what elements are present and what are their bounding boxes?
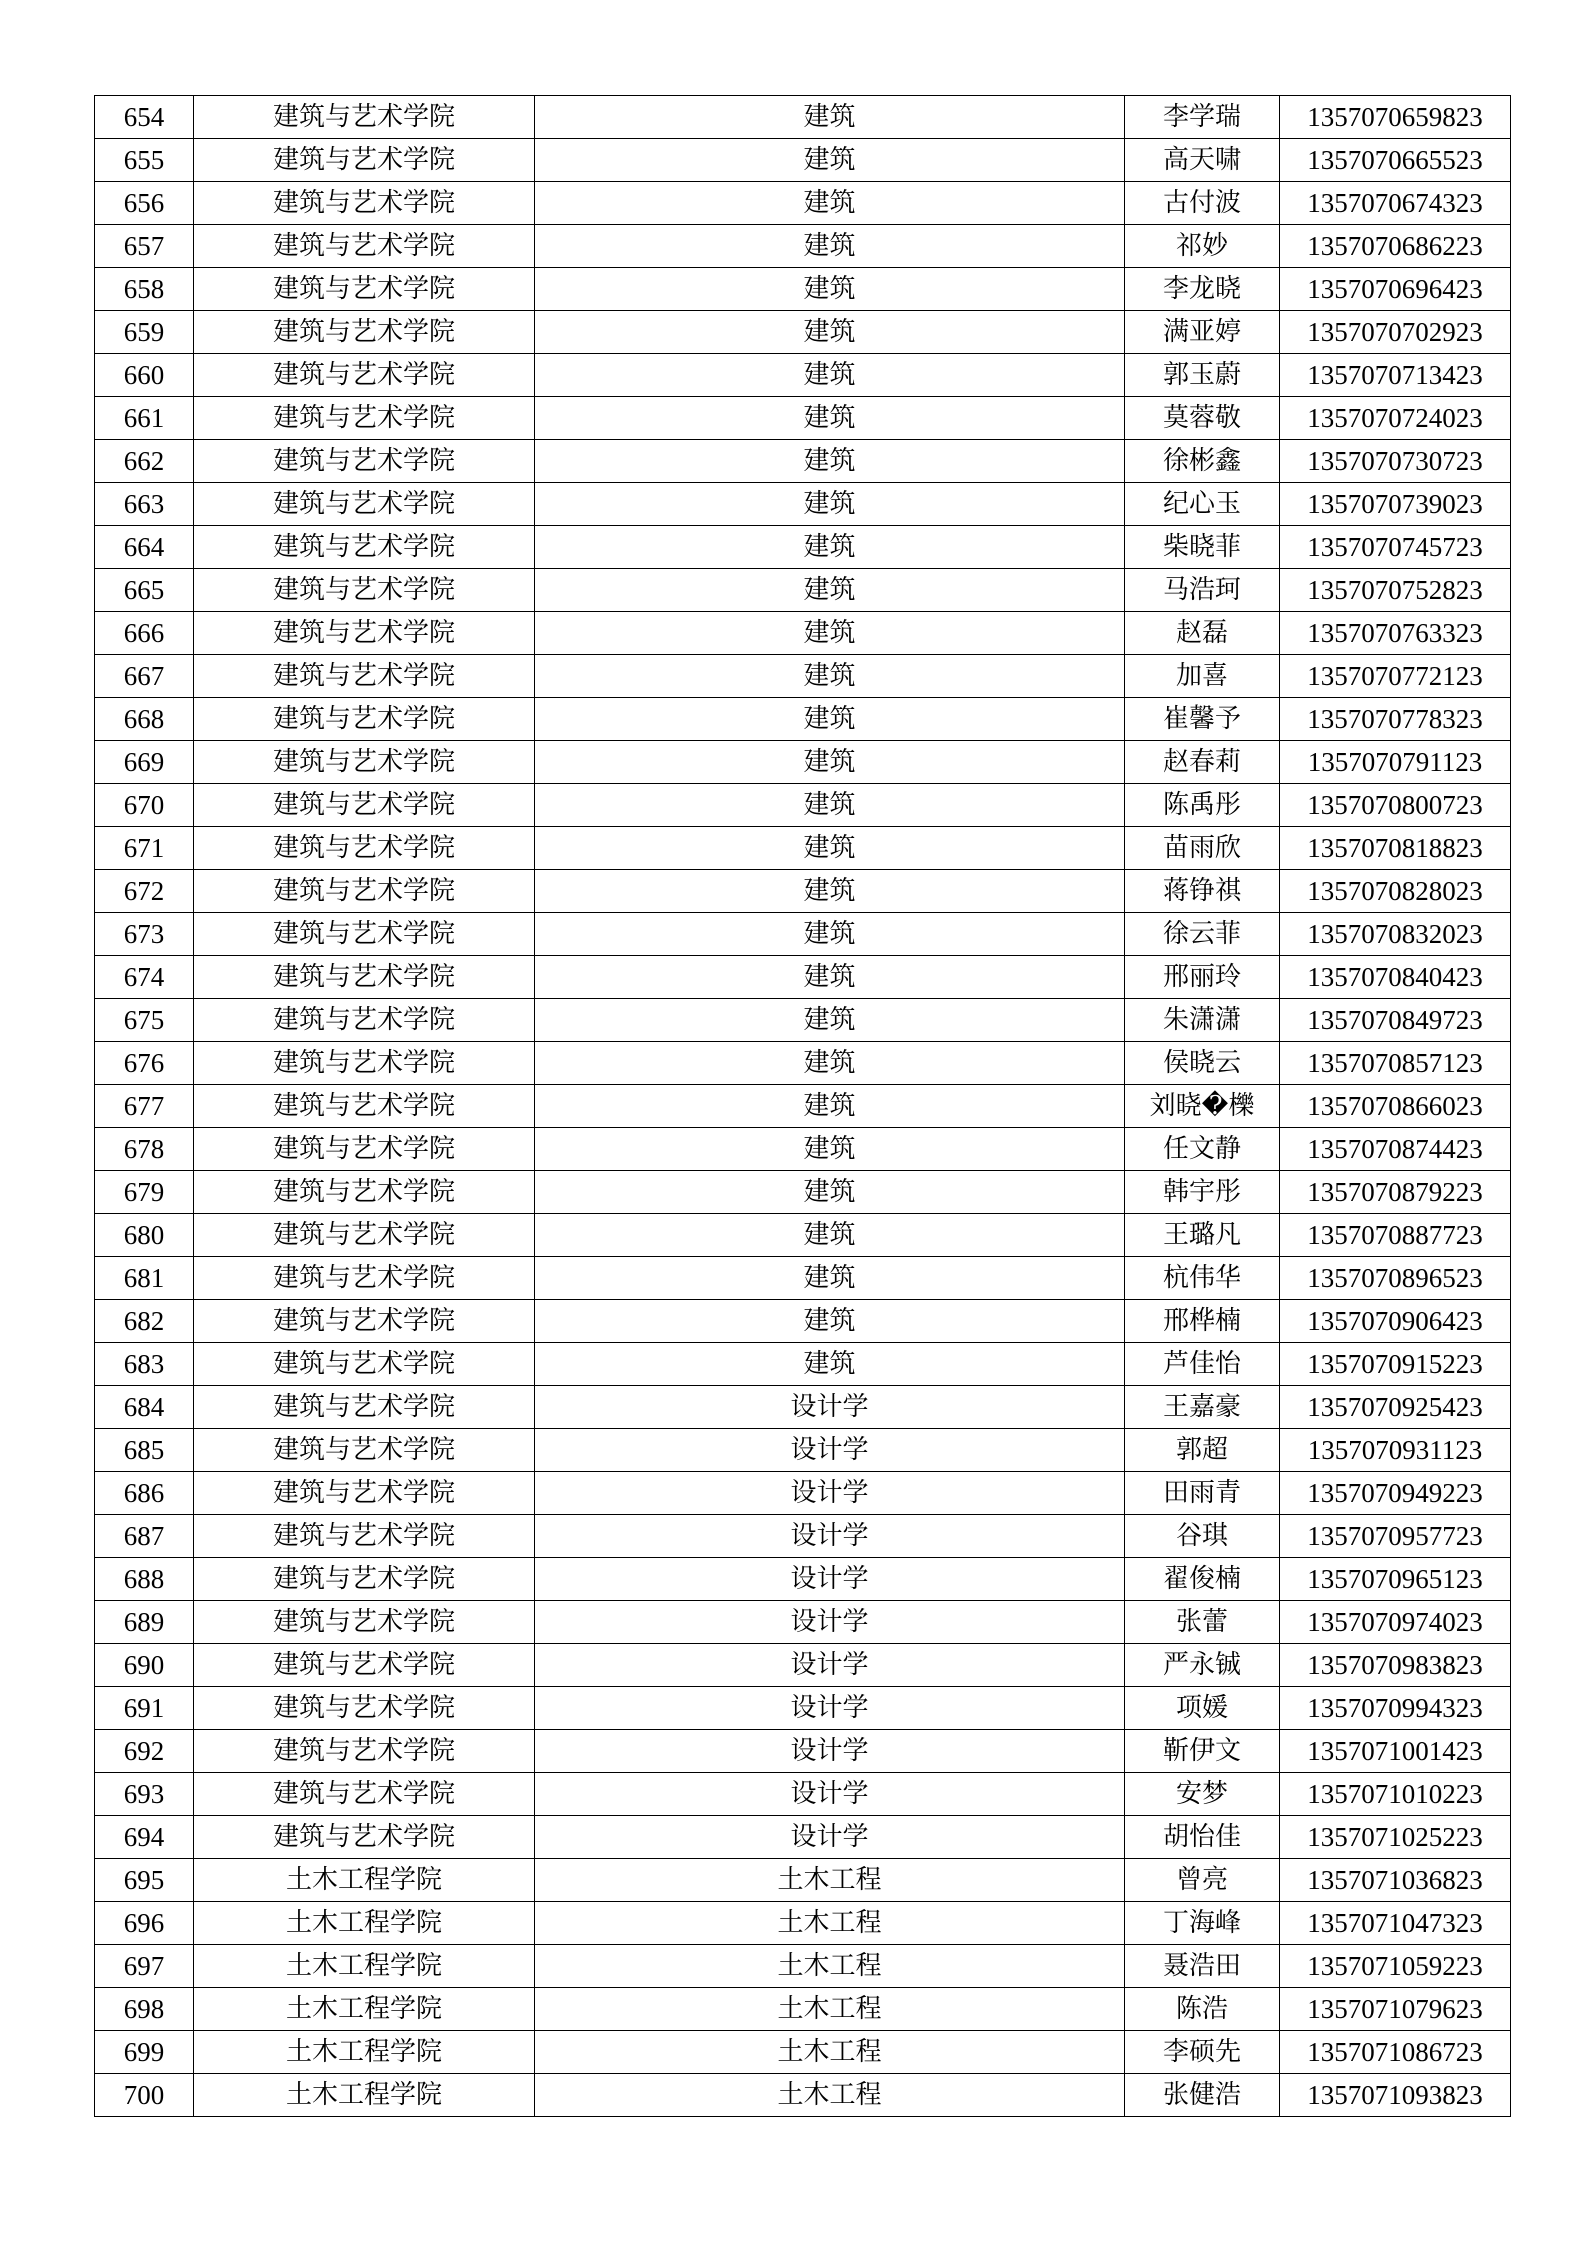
major-cell: 设计学 bbox=[535, 1429, 1125, 1472]
row-number-cell: 660 bbox=[95, 354, 194, 397]
student-id-cell: 1357070874423 bbox=[1280, 1128, 1511, 1171]
row-number-cell: 659 bbox=[95, 311, 194, 354]
college-cell: 建筑与艺术学院 bbox=[194, 1472, 535, 1515]
student-id-cell: 1357070791123 bbox=[1280, 741, 1511, 784]
student-id-cell: 1357070915223 bbox=[1280, 1343, 1511, 1386]
student-id-cell: 1357070686223 bbox=[1280, 225, 1511, 268]
student-name-cell: 徐彬鑫 bbox=[1125, 440, 1280, 483]
row-number-cell: 671 bbox=[95, 827, 194, 870]
row-number-cell: 676 bbox=[95, 1042, 194, 1085]
table-row bbox=[95, 1386, 1511, 1429]
college-cell: 建筑与艺术学院 bbox=[194, 526, 535, 569]
table-row bbox=[95, 1859, 1511, 1902]
student-name-cell: 赵磊 bbox=[1125, 612, 1280, 655]
college-cell: 建筑与艺术学院 bbox=[194, 569, 535, 612]
student-id-cell: 1357071001423 bbox=[1280, 1730, 1511, 1773]
student-id-cell: 1357070832023 bbox=[1280, 913, 1511, 956]
student-name-cell: 高天啸 bbox=[1125, 139, 1280, 182]
row-number-cell: 674 bbox=[95, 956, 194, 999]
table-row bbox=[95, 655, 1511, 698]
student-id-cell: 1357070840423 bbox=[1280, 956, 1511, 999]
college-cell: 建筑与艺术学院 bbox=[194, 1515, 535, 1558]
row-number-cell: 665 bbox=[95, 569, 194, 612]
major-cell: 建筑 bbox=[535, 741, 1125, 784]
college-cell: 建筑与艺术学院 bbox=[194, 956, 535, 999]
table-row bbox=[95, 1515, 1511, 1558]
table-row bbox=[95, 1085, 1511, 1128]
student-name-cell: 苗雨欣 bbox=[1125, 827, 1280, 870]
table-row bbox=[95, 311, 1511, 354]
table-row bbox=[95, 1988, 1511, 2031]
row-number-cell: 677 bbox=[95, 1085, 194, 1128]
college-cell: 建筑与艺术学院 bbox=[194, 1429, 535, 1472]
major-cell: 建筑 bbox=[535, 1343, 1125, 1386]
student-name-cell: 李龙晓 bbox=[1125, 268, 1280, 311]
college-cell: 建筑与艺术学院 bbox=[194, 397, 535, 440]
student-id-cell: 1357071025223 bbox=[1280, 1816, 1511, 1859]
table-row bbox=[95, 1128, 1511, 1171]
college-cell: 建筑与艺术学院 bbox=[194, 1730, 535, 1773]
major-cell: 设计学 bbox=[535, 1730, 1125, 1773]
major-cell: 建筑 bbox=[535, 311, 1125, 354]
row-number-cell: 692 bbox=[95, 1730, 194, 1773]
row-number-cell: 691 bbox=[95, 1687, 194, 1730]
major-cell: 设计学 bbox=[535, 1773, 1125, 1816]
student-name-cell: 古付波 bbox=[1125, 182, 1280, 225]
college-cell: 建筑与艺术学院 bbox=[194, 1300, 535, 1343]
row-number-cell: 684 bbox=[95, 1386, 194, 1429]
table-row bbox=[95, 827, 1511, 870]
row-number-cell: 668 bbox=[95, 698, 194, 741]
student-id-cell: 1357071086723 bbox=[1280, 2031, 1511, 2074]
table-row bbox=[95, 1472, 1511, 1515]
college-cell: 建筑与艺术学院 bbox=[194, 741, 535, 784]
college-cell: 建筑与艺术学院 bbox=[194, 999, 535, 1042]
college-cell: 建筑与艺术学院 bbox=[194, 139, 535, 182]
student-name-cell: 邢桦楠 bbox=[1125, 1300, 1280, 1343]
student-name-cell: 丁海峰 bbox=[1125, 1902, 1280, 1945]
student-id-cell: 1357070674323 bbox=[1280, 182, 1511, 225]
major-cell: 建筑 bbox=[535, 268, 1125, 311]
major-cell: 建筑 bbox=[535, 354, 1125, 397]
row-number-cell: 697 bbox=[95, 1945, 194, 1988]
college-cell: 土木工程学院 bbox=[194, 1988, 535, 2031]
major-cell: 建筑 bbox=[535, 569, 1125, 612]
table-row bbox=[95, 612, 1511, 655]
table-row bbox=[95, 1042, 1511, 1085]
row-number-cell: 672 bbox=[95, 870, 194, 913]
student-id-cell: 1357070713423 bbox=[1280, 354, 1511, 397]
student-name-cell: 徐云菲 bbox=[1125, 913, 1280, 956]
student-id-cell: 1357070906423 bbox=[1280, 1300, 1511, 1343]
table-row bbox=[95, 397, 1511, 440]
student-name-cell: 张健浩 bbox=[1125, 2074, 1280, 2117]
roster-body bbox=[95, 96, 1511, 2117]
student-id-cell: 1357070949223 bbox=[1280, 1472, 1511, 1515]
student-id-cell: 1357070752823 bbox=[1280, 569, 1511, 612]
table-row bbox=[95, 1257, 1511, 1300]
college-cell: 建筑与艺术学院 bbox=[194, 612, 535, 655]
table-row bbox=[95, 1343, 1511, 1386]
student-name-cell: 张蕾 bbox=[1125, 1601, 1280, 1644]
student-id-cell: 1357070866023 bbox=[1280, 1085, 1511, 1128]
row-number-cell: 699 bbox=[95, 2031, 194, 2074]
roster-sheet bbox=[94, 95, 1511, 2117]
row-number-cell: 686 bbox=[95, 1472, 194, 1515]
college-cell: 建筑与艺术学院 bbox=[194, 311, 535, 354]
major-cell: 建筑 bbox=[535, 139, 1125, 182]
major-cell: 建筑 bbox=[535, 440, 1125, 483]
student-name-cell: 李硕先 bbox=[1125, 2031, 1280, 2074]
table-row bbox=[95, 1902, 1511, 1945]
major-cell: 建筑 bbox=[535, 1300, 1125, 1343]
student-name-cell: 马浩珂 bbox=[1125, 569, 1280, 612]
table-row bbox=[95, 1300, 1511, 1343]
student-id-cell: 1357070800723 bbox=[1280, 784, 1511, 827]
college-cell: 建筑与艺术学院 bbox=[194, 440, 535, 483]
student-name-cell: 项媛 bbox=[1125, 1687, 1280, 1730]
college-cell: 建筑与艺术学院 bbox=[194, 870, 535, 913]
student-id-cell: 1357070925423 bbox=[1280, 1386, 1511, 1429]
table-row bbox=[95, 225, 1511, 268]
major-cell: 建筑 bbox=[535, 784, 1125, 827]
major-cell: 设计学 bbox=[535, 1386, 1125, 1429]
row-number-cell: 657 bbox=[95, 225, 194, 268]
student-name-cell: 严永铖 bbox=[1125, 1644, 1280, 1687]
table-row bbox=[95, 182, 1511, 225]
major-cell: 建筑 bbox=[535, 913, 1125, 956]
student-id-cell: 1357071059223 bbox=[1280, 1945, 1511, 1988]
student-id-cell: 1357071047323 bbox=[1280, 1902, 1511, 1945]
table-row bbox=[95, 440, 1511, 483]
row-number-cell: 683 bbox=[95, 1343, 194, 1386]
student-id-cell: 1357070879223 bbox=[1280, 1171, 1511, 1214]
table-row bbox=[95, 1214, 1511, 1257]
student-id-cell: 1357071079623 bbox=[1280, 1988, 1511, 2031]
college-cell: 建筑与艺术学院 bbox=[194, 182, 535, 225]
row-number-cell: 662 bbox=[95, 440, 194, 483]
table-row bbox=[95, 139, 1511, 182]
major-cell: 设计学 bbox=[535, 1687, 1125, 1730]
table-row bbox=[95, 1687, 1511, 1730]
college-cell: 土木工程学院 bbox=[194, 1859, 535, 1902]
table-row bbox=[95, 698, 1511, 741]
college-cell: 建筑与艺术学院 bbox=[194, 225, 535, 268]
major-cell: 建筑 bbox=[535, 1214, 1125, 1257]
college-cell: 建筑与艺术学院 bbox=[194, 1257, 535, 1300]
major-cell: 设计学 bbox=[535, 1644, 1125, 1687]
college-cell: 建筑与艺术学院 bbox=[194, 354, 535, 397]
major-cell: 建筑 bbox=[535, 1257, 1125, 1300]
student-name-cell: 郭玉蔚 bbox=[1125, 354, 1280, 397]
college-cell: 建筑与艺术学院 bbox=[194, 1214, 535, 1257]
student-id-cell: 1357070763323 bbox=[1280, 612, 1511, 655]
major-cell: 建筑 bbox=[535, 1171, 1125, 1214]
major-cell: 建筑 bbox=[535, 999, 1125, 1042]
student-name-cell: 王璐凡 bbox=[1125, 1214, 1280, 1257]
student-roster-table bbox=[94, 95, 1511, 2117]
table-row bbox=[95, 999, 1511, 1042]
major-cell: 土木工程 bbox=[535, 1988, 1125, 2031]
student-id-cell: 1357070778323 bbox=[1280, 698, 1511, 741]
row-number-cell: 690 bbox=[95, 1644, 194, 1687]
row-number-cell: 664 bbox=[95, 526, 194, 569]
major-cell: 建筑 bbox=[535, 956, 1125, 999]
student-name-cell: 曾亮 bbox=[1125, 1859, 1280, 1902]
college-cell: 建筑与艺术学院 bbox=[194, 1644, 535, 1687]
student-name-cell: 芦佳怡 bbox=[1125, 1343, 1280, 1386]
student-name-cell: 翟俊楠 bbox=[1125, 1558, 1280, 1601]
row-number-cell: 693 bbox=[95, 1773, 194, 1816]
table-row bbox=[95, 96, 1511, 139]
college-cell: 建筑与艺术学院 bbox=[194, 1773, 535, 1816]
student-name-cell: 纪心玉 bbox=[1125, 483, 1280, 526]
row-number-cell: 689 bbox=[95, 1601, 194, 1644]
major-cell: 建筑 bbox=[535, 526, 1125, 569]
college-cell: 建筑与艺术学院 bbox=[194, 1085, 535, 1128]
student-id-cell: 1357070849723 bbox=[1280, 999, 1511, 1042]
major-cell: 土木工程 bbox=[535, 1945, 1125, 1988]
student-name-cell: 安梦 bbox=[1125, 1773, 1280, 1816]
major-cell: 建筑 bbox=[535, 1085, 1125, 1128]
student-name-cell: 王嘉豪 bbox=[1125, 1386, 1280, 1429]
student-id-cell: 1357070702923 bbox=[1280, 311, 1511, 354]
student-id-cell: 1357070957723 bbox=[1280, 1515, 1511, 1558]
row-number-cell: 663 bbox=[95, 483, 194, 526]
student-name-cell: 朱潇潇 bbox=[1125, 999, 1280, 1042]
row-number-cell: 669 bbox=[95, 741, 194, 784]
table-row bbox=[95, 741, 1511, 784]
student-id-cell: 1357070696423 bbox=[1280, 268, 1511, 311]
row-number-cell: 685 bbox=[95, 1429, 194, 1472]
student-id-cell: 1357070983823 bbox=[1280, 1644, 1511, 1687]
major-cell: 土木工程 bbox=[535, 1859, 1125, 1902]
student-name-cell: 柴晓菲 bbox=[1125, 526, 1280, 569]
row-number-cell: 698 bbox=[95, 1988, 194, 2031]
college-cell: 建筑与艺术学院 bbox=[194, 1343, 535, 1386]
student-id-cell: 1357070659823 bbox=[1280, 96, 1511, 139]
table-row bbox=[95, 913, 1511, 956]
major-cell: 土木工程 bbox=[535, 2031, 1125, 2074]
student-name-cell: 聂浩田 bbox=[1125, 1945, 1280, 1988]
table-row bbox=[95, 1773, 1511, 1816]
table-row bbox=[95, 2031, 1511, 2074]
college-cell: 建筑与艺术学院 bbox=[194, 1128, 535, 1171]
major-cell: 建筑 bbox=[535, 1042, 1125, 1085]
table-row bbox=[95, 1601, 1511, 1644]
student-name-cell: 加喜 bbox=[1125, 655, 1280, 698]
college-cell: 建筑与艺术学院 bbox=[194, 1601, 535, 1644]
college-cell: 建筑与艺术学院 bbox=[194, 827, 535, 870]
college-cell: 建筑与艺术学院 bbox=[194, 1386, 535, 1429]
college-cell: 建筑与艺术学院 bbox=[194, 268, 535, 311]
student-id-cell: 1357070772123 bbox=[1280, 655, 1511, 698]
row-number-cell: 656 bbox=[95, 182, 194, 225]
student-id-cell: 1357070818823 bbox=[1280, 827, 1511, 870]
student-id-cell: 1357070828023 bbox=[1280, 870, 1511, 913]
student-name-cell: 谷琪 bbox=[1125, 1515, 1280, 1558]
college-cell: 建筑与艺术学院 bbox=[194, 698, 535, 741]
student-id-cell: 1357071093823 bbox=[1280, 2074, 1511, 2117]
table-row bbox=[95, 526, 1511, 569]
major-cell: 土木工程 bbox=[535, 1902, 1125, 1945]
student-id-cell: 1357070745723 bbox=[1280, 526, 1511, 569]
row-number-cell: 666 bbox=[95, 612, 194, 655]
college-cell: 建筑与艺术学院 bbox=[194, 1042, 535, 1085]
table-row bbox=[95, 2074, 1511, 2117]
major-cell: 设计学 bbox=[535, 1472, 1125, 1515]
major-cell: 建筑 bbox=[535, 1128, 1125, 1171]
table-row bbox=[95, 1945, 1511, 1988]
major-cell: 建筑 bbox=[535, 483, 1125, 526]
college-cell: 建筑与艺术学院 bbox=[194, 1816, 535, 1859]
major-cell: 建筑 bbox=[535, 225, 1125, 268]
student-name-cell: 陈浩 bbox=[1125, 1988, 1280, 2031]
table-row bbox=[95, 1171, 1511, 1214]
college-cell: 土木工程学院 bbox=[194, 1902, 535, 1945]
student-id-cell: 1357070931123 bbox=[1280, 1429, 1511, 1472]
student-name-cell: 蒋铮祺 bbox=[1125, 870, 1280, 913]
student-id-cell: 1357070724023 bbox=[1280, 397, 1511, 440]
student-name-cell: 韩宇彤 bbox=[1125, 1171, 1280, 1214]
college-cell: 建筑与艺术学院 bbox=[194, 784, 535, 827]
major-cell: 设计学 bbox=[535, 1515, 1125, 1558]
major-cell: 建筑 bbox=[535, 870, 1125, 913]
student-name-cell: 刘晓�櫟 bbox=[1125, 1085, 1280, 1128]
student-name-cell: 胡怡佳 bbox=[1125, 1816, 1280, 1859]
table-row bbox=[95, 1558, 1511, 1601]
table-row bbox=[95, 1644, 1511, 1687]
college-cell: 建筑与艺术学院 bbox=[194, 483, 535, 526]
student-name-cell: 李学瑞 bbox=[1125, 96, 1280, 139]
student-id-cell: 1357071036823 bbox=[1280, 1859, 1511, 1902]
row-number-cell: 661 bbox=[95, 397, 194, 440]
table-row bbox=[95, 354, 1511, 397]
student-name-cell: 侯晓云 bbox=[1125, 1042, 1280, 1085]
major-cell: 建筑 bbox=[535, 827, 1125, 870]
college-cell: 土木工程学院 bbox=[194, 1945, 535, 1988]
row-number-cell: 675 bbox=[95, 999, 194, 1042]
student-name-cell: 赵春莉 bbox=[1125, 741, 1280, 784]
college-cell: 土木工程学院 bbox=[194, 2031, 535, 2074]
table-row bbox=[95, 870, 1511, 913]
major-cell: 建筑 bbox=[535, 182, 1125, 225]
student-id-cell: 1357070857123 bbox=[1280, 1042, 1511, 1085]
student-id-cell: 1357070896523 bbox=[1280, 1257, 1511, 1300]
student-name-cell: 田雨青 bbox=[1125, 1472, 1280, 1515]
row-number-cell: 658 bbox=[95, 268, 194, 311]
major-cell: 建筑 bbox=[535, 397, 1125, 440]
row-number-cell: 679 bbox=[95, 1171, 194, 1214]
row-number-cell: 695 bbox=[95, 1859, 194, 1902]
row-number-cell: 673 bbox=[95, 913, 194, 956]
student-id-cell: 1357070887723 bbox=[1280, 1214, 1511, 1257]
row-number-cell: 680 bbox=[95, 1214, 194, 1257]
table-row bbox=[95, 483, 1511, 526]
row-number-cell: 700 bbox=[95, 2074, 194, 2117]
major-cell: 建筑 bbox=[535, 96, 1125, 139]
row-number-cell: 687 bbox=[95, 1515, 194, 1558]
student-id-cell: 1357070665523 bbox=[1280, 139, 1511, 182]
college-cell: 建筑与艺术学院 bbox=[194, 1558, 535, 1601]
table-row bbox=[95, 1816, 1511, 1859]
student-id-cell: 1357070994323 bbox=[1280, 1687, 1511, 1730]
table-row bbox=[95, 956, 1511, 999]
row-number-cell: 670 bbox=[95, 784, 194, 827]
major-cell: 土木工程 bbox=[535, 2074, 1125, 2117]
major-cell: 建筑 bbox=[535, 655, 1125, 698]
row-number-cell: 655 bbox=[95, 139, 194, 182]
college-cell: 建筑与艺术学院 bbox=[194, 655, 535, 698]
student-name-cell: 祁妙 bbox=[1125, 225, 1280, 268]
student-name-cell: 杭伟华 bbox=[1125, 1257, 1280, 1300]
student-id-cell: 1357070730723 bbox=[1280, 440, 1511, 483]
major-cell: 设计学 bbox=[535, 1816, 1125, 1859]
student-id-cell: 1357070965123 bbox=[1280, 1558, 1511, 1601]
college-cell: 建筑与艺术学院 bbox=[194, 96, 535, 139]
row-number-cell: 688 bbox=[95, 1558, 194, 1601]
row-number-cell: 682 bbox=[95, 1300, 194, 1343]
table-row bbox=[95, 1429, 1511, 1472]
student-name-cell: 陈禹彤 bbox=[1125, 784, 1280, 827]
student-name-cell: 莫蓉敬 bbox=[1125, 397, 1280, 440]
table-row bbox=[95, 784, 1511, 827]
table-row bbox=[95, 1730, 1511, 1773]
table-row bbox=[95, 268, 1511, 311]
major-cell: 建筑 bbox=[535, 698, 1125, 741]
student-id-cell: 1357070739023 bbox=[1280, 483, 1511, 526]
student-name-cell: 任文静 bbox=[1125, 1128, 1280, 1171]
major-cell: 设计学 bbox=[535, 1558, 1125, 1601]
major-cell: 设计学 bbox=[535, 1601, 1125, 1644]
college-cell: 建筑与艺术学院 bbox=[194, 1687, 535, 1730]
student-name-cell: 郭超 bbox=[1125, 1429, 1280, 1472]
college-cell: 建筑与艺术学院 bbox=[194, 1171, 535, 1214]
row-number-cell: 694 bbox=[95, 1816, 194, 1859]
row-number-cell: 654 bbox=[95, 96, 194, 139]
student-id-cell: 1357070974023 bbox=[1280, 1601, 1511, 1644]
student-name-cell: 邢丽玲 bbox=[1125, 956, 1280, 999]
row-number-cell: 696 bbox=[95, 1902, 194, 1945]
college-cell: 建筑与艺术学院 bbox=[194, 913, 535, 956]
student-name-cell: 靳伊文 bbox=[1125, 1730, 1280, 1773]
row-number-cell: 681 bbox=[95, 1257, 194, 1300]
student-name-cell: 满亚婷 bbox=[1125, 311, 1280, 354]
student-id-cell: 1357071010223 bbox=[1280, 1773, 1511, 1816]
college-cell: 土木工程学院 bbox=[194, 2074, 535, 2117]
table-row bbox=[95, 569, 1511, 612]
row-number-cell: 678 bbox=[95, 1128, 194, 1171]
major-cell: 建筑 bbox=[535, 612, 1125, 655]
student-name-cell: 崔馨予 bbox=[1125, 698, 1280, 741]
row-number-cell: 667 bbox=[95, 655, 194, 698]
